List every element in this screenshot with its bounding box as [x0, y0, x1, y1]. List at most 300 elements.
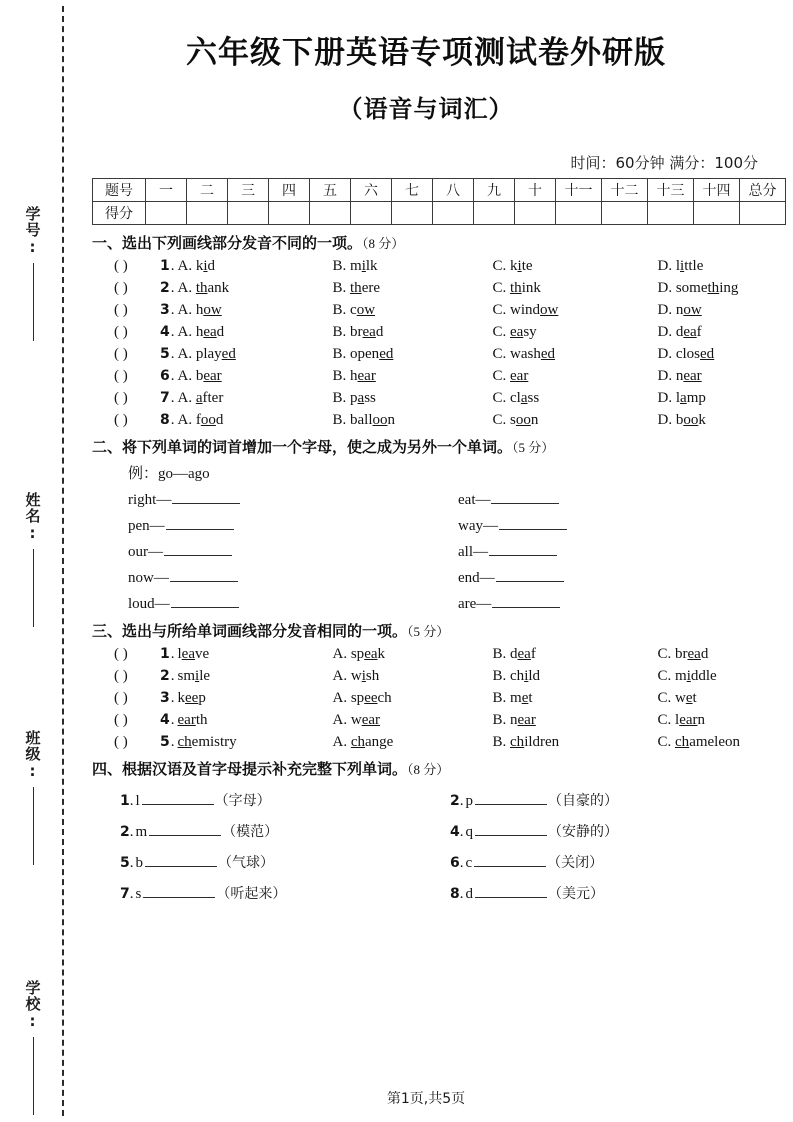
question-row — [92, 280, 760, 297]
answer-word: easy — [510, 323, 537, 340]
chinese-hint: （气球） — [218, 854, 274, 871]
underlined-phoneme: ed — [221, 345, 236, 362]
option-b[interactable]: B. children — [492, 733, 560, 750]
answer-word: children — [510, 733, 560, 750]
option-a[interactable]: A. thank — [177, 279, 230, 296]
underlined-phoneme: ed — [700, 345, 715, 362]
answer-blank[interactable] — [496, 568, 564, 582]
underlined-phoneme: a — [680, 389, 687, 406]
score-table-col-header: 十四 — [694, 178, 740, 201]
answer-bracket[interactable]: ( ) — [114, 389, 128, 406]
item-number: 5 — [120, 854, 130, 871]
first-letter-hint: c — [465, 854, 473, 871]
underlined-phoneme: ow — [203, 301, 222, 318]
score-table-col-header: 九 — [474, 178, 515, 201]
score-table-cell[interactable] — [556, 201, 602, 224]
underlined-phoneme: oo — [683, 411, 699, 428]
underlined-phoneme: ear — [517, 711, 536, 728]
margin-write-rule — [33, 787, 34, 865]
item-number-dot: . — [129, 885, 134, 902]
question-number: 6 — [160, 367, 170, 384]
option-c[interactable]: C. learn — [657, 711, 705, 728]
first-letter-hint: d — [465, 885, 473, 902]
option-d[interactable]: D. now — [657, 301, 702, 318]
score-table-col-header: 五 — [310, 178, 351, 201]
option-a[interactable]: A. played — [177, 345, 236, 362]
item-number-dot: . — [129, 823, 134, 840]
score-table-cell[interactable] — [433, 201, 474, 224]
item-number-dot: . — [459, 885, 464, 902]
answer-word: earth — [177, 711, 208, 728]
question-number-dot: . — [170, 389, 175, 406]
page-footer: 第1页,共5页 — [386, 1091, 466, 1107]
question-row — [92, 412, 760, 429]
exam-page — [92, 0, 777, 1122]
fill-in-row — [120, 821, 760, 841]
answer-word: child — [510, 667, 541, 684]
question-row — [92, 668, 760, 685]
chinese-hint: （听起来） — [216, 885, 287, 902]
option-d[interactable]: D. lamp — [657, 389, 706, 406]
question-row — [92, 734, 760, 751]
answer-blank[interactable] — [142, 791, 214, 805]
question-number-dot: . — [170, 733, 175, 750]
underlined-phoneme: oo — [515, 411, 531, 428]
answer-blank[interactable] — [145, 853, 217, 867]
answer-blank[interactable] — [475, 884, 547, 898]
first-letter-hint: q — [465, 823, 473, 840]
margin-field-student-id — [16, 206, 50, 341]
underlined-phoneme: th — [510, 279, 522, 296]
answer-word: chemistry — [177, 733, 237, 750]
score-table-cell[interactable] — [694, 201, 740, 224]
score-table-cell[interactable] — [392, 201, 433, 224]
score-table-col-header: 十一 — [556, 178, 602, 201]
question-row — [92, 346, 760, 363]
question-number-dot: . — [170, 279, 175, 296]
question-row — [92, 390, 760, 407]
first-letter-hint: m — [135, 823, 148, 840]
prompt-word: way— — [458, 517, 498, 534]
option-a[interactable]: A. after — [177, 389, 224, 406]
score-table-col-header: 二 — [187, 178, 228, 201]
underlined-phoneme: ea — [364, 645, 378, 662]
underlined-phoneme: th — [350, 279, 362, 296]
score-table-cell[interactable] — [187, 201, 228, 224]
question-number-dot: . — [170, 667, 175, 684]
underlined-phoneme: i — [524, 667, 529, 684]
underlined-phoneme: ea — [203, 323, 217, 340]
answer-bracket[interactable]: ( ) — [114, 733, 128, 750]
question-number-dot: . — [170, 367, 175, 384]
margin-field-name — [16, 492, 50, 627]
answer-word: book — [675, 411, 706, 428]
answer-word: opened — [350, 345, 394, 362]
question-number: 2 — [160, 667, 170, 684]
option-d[interactable]: D. deaf — [657, 323, 702, 340]
answer-word: kid — [195, 257, 216, 274]
fill-in-item — [120, 883, 450, 903]
option-c[interactable]: C. soon — [492, 411, 539, 428]
exam-section — [92, 758, 760, 903]
item-number: 2 — [120, 823, 130, 840]
option-a[interactable]: A. wish — [332, 667, 380, 684]
item-number-dot: . — [129, 792, 134, 809]
answer-word: near — [675, 367, 702, 384]
option-d[interactable]: D. near — [657, 367, 702, 384]
score-table-cell[interactable] — [474, 201, 515, 224]
answer-bracket[interactable]: ( ) — [114, 301, 128, 318]
section-heading: 三、选出与所给单词画线部分发音相同的一项。（5 分） — [92, 621, 450, 640]
margin-write-rule — [33, 549, 34, 627]
option-b[interactable]: B. opened — [332, 345, 394, 362]
answer-blank[interactable] — [171, 594, 239, 608]
margin-field-school — [16, 980, 50, 1115]
score-table-cell[interactable] — [602, 201, 648, 224]
word-pair-row — [128, 594, 760, 613]
option-b[interactable]: B. deaf — [492, 645, 536, 662]
answer-bracket[interactable]: ( ) — [114, 711, 128, 728]
first-letter-hint: l — [135, 792, 140, 809]
option-d[interactable]: D. closed — [657, 345, 715, 362]
answer-word: wet — [675, 689, 697, 706]
answer-word: played — [195, 345, 236, 362]
underlined-phoneme: oo — [372, 411, 388, 428]
question-row — [92, 712, 760, 729]
question-number: 1 — [160, 645, 170, 662]
answer-word: closed — [675, 345, 715, 362]
underlined-phoneme: a — [520, 389, 528, 406]
section-points: （8 分） — [407, 761, 450, 777]
answer-blank[interactable] — [499, 516, 567, 530]
question-stem-word — [178, 646, 333, 663]
answer-blank[interactable] — [170, 568, 238, 582]
answer-bracket[interactable]: ( ) — [114, 367, 128, 384]
score-table-cell[interactable] — [648, 201, 694, 224]
question-number: 4 — [160, 711, 170, 728]
answer-word: cow — [350, 301, 376, 318]
option-c[interactable]: C. class — [492, 389, 540, 406]
word-pair-item — [128, 490, 458, 509]
chinese-hint: （字母） — [214, 792, 271, 809]
option-b[interactable]: B. child — [492, 667, 541, 684]
item-number-dot: . — [459, 823, 464, 840]
word-pair-item — [128, 594, 458, 613]
underlined-phoneme: e — [685, 689, 693, 706]
answer-word: kite — [510, 257, 533, 274]
option-c[interactable]: C. washed — [492, 345, 556, 362]
answer-word: soon — [510, 411, 539, 428]
question-number: 5 — [160, 733, 170, 750]
answer-word: bread — [675, 645, 709, 662]
underlined-phoneme: ear — [510, 367, 529, 384]
answer-blank[interactable] — [172, 490, 240, 504]
answer-word: now — [675, 301, 702, 318]
question-number: 8 — [160, 411, 170, 428]
option-a[interactable]: A. speak — [332, 645, 386, 662]
prompt-word: pen— — [128, 517, 165, 534]
underlined-phoneme: ea — [517, 645, 531, 662]
answer-blank[interactable] — [166, 516, 234, 530]
first-letter-hint: b — [135, 854, 143, 871]
option-b[interactable]: B. milk — [332, 257, 378, 274]
underlined-phoneme: ee — [364, 689, 378, 706]
fill-in-item — [450, 790, 618, 810]
underlined-phoneme: ea — [510, 323, 524, 340]
question-row — [92, 646, 760, 663]
option-b[interactable]: B. there — [332, 279, 380, 296]
fill-in-item — [120, 821, 450, 841]
first-letter-hint: s — [135, 885, 142, 902]
underlined-phoneme: i — [203, 257, 208, 274]
option-d[interactable]: D. book — [657, 411, 706, 428]
answer-bracket[interactable]: ( ) — [114, 667, 128, 684]
underlined-phoneme: i — [195, 667, 200, 684]
question-number-dot: . — [170, 301, 175, 318]
answer-bracket[interactable]: ( ) — [114, 689, 128, 706]
question-number-dot: . — [170, 711, 175, 728]
answer-word: middle — [675, 667, 717, 684]
margin-label-name: 姓名: — [23, 492, 42, 543]
section-example: 例：go—ago — [128, 465, 210, 482]
chinese-hint: （自豪的） — [548, 792, 618, 809]
word-pair-row — [128, 490, 760, 509]
option-d[interactable]: D. little — [657, 257, 704, 274]
option-c[interactable]: C. window — [492, 301, 559, 318]
underlined-phoneme: ch — [177, 733, 192, 750]
underlined-phoneme: th — [707, 279, 720, 296]
margin-label-school: 学校: — [23, 980, 42, 1031]
underlined-phoneme: ea — [683, 323, 697, 340]
answer-word: wear — [350, 711, 380, 728]
underlined-phoneme: i — [686, 667, 691, 684]
margin-label-student-id: 学号: — [23, 206, 42, 257]
answer-word: bear — [195, 367, 222, 384]
answer-word: smile — [177, 667, 211, 684]
question-number: 5 — [160, 345, 170, 362]
fill-in-grid — [92, 790, 760, 903]
chinese-hint: （美元） — [548, 885, 604, 902]
underlined-phoneme: ee — [185, 689, 199, 706]
prompt-word: right— — [128, 491, 172, 508]
answer-word: deaf — [675, 323, 702, 340]
word-pair-grid — [92, 490, 760, 613]
answer-blank[interactable] — [164, 542, 232, 556]
score-table-rowhead: 题号 — [93, 178, 146, 201]
word-pair-item — [458, 490, 559, 509]
item-number-dot: . — [459, 854, 464, 871]
option-c[interactable]: C. kite — [492, 257, 533, 274]
margin-field-class — [16, 730, 50, 865]
exam-section — [92, 436, 760, 613]
fill-in-row — [120, 790, 760, 810]
answer-word: learn — [675, 711, 705, 728]
score-table-cell[interactable] — [146, 201, 187, 224]
answer-word — [510, 368, 528, 384]
option-c[interactable]: C. wet — [657, 689, 697, 706]
first-letter-hint: p — [465, 792, 473, 809]
prompt-word: are— — [458, 595, 492, 612]
score-table-col-header: 八 — [433, 178, 474, 201]
underlined-phoneme: a — [195, 389, 203, 406]
answer-word: met — [510, 689, 533, 706]
underlined-phoneme: i — [361, 257, 366, 274]
word-pair-item — [458, 568, 564, 587]
option-c[interactable]: C. easy — [492, 323, 537, 340]
answer-word: balloon — [350, 411, 396, 428]
word-pair-item — [128, 568, 458, 587]
answer-bracket[interactable]: ( ) — [114, 279, 128, 296]
underlined-phoneme: ea — [687, 645, 701, 662]
option-c[interactable]: C. chameleon — [657, 733, 740, 750]
question-row — [92, 368, 760, 385]
option-b[interactable]: B. cow — [332, 301, 376, 318]
answer-word: pass — [350, 389, 376, 406]
student-info-margin — [0, 0, 78, 1122]
answer-bracket[interactable]: ( ) — [114, 345, 128, 362]
word-pair-row — [128, 516, 760, 535]
score-table-col-header: 七 — [392, 178, 433, 201]
word-pair-row — [128, 542, 760, 561]
answer-bracket[interactable]: ( ) — [114, 411, 128, 428]
prompt-word: loud— — [128, 595, 170, 612]
answer-word: speech — [350, 689, 392, 706]
score-table-col-header: 六 — [351, 178, 392, 201]
answer-word: speak — [350, 645, 386, 662]
item-number: 4 — [450, 823, 460, 840]
score-table-col-header: 总分 — [740, 178, 786, 201]
answer-blank[interactable] — [143, 884, 215, 898]
answer-word: milk — [350, 257, 378, 274]
question-row — [92, 302, 760, 319]
answer-word: hear — [350, 367, 376, 384]
question-stem-word — [178, 668, 333, 685]
underlined-phoneme: ow — [683, 301, 702, 318]
underlined-phoneme: a — [357, 389, 365, 406]
option-c[interactable]: C. think — [492, 279, 541, 296]
answer-word: keep — [177, 689, 206, 706]
score-table-cell[interactable] — [351, 201, 392, 224]
fill-in-item — [120, 790, 450, 810]
answer-word: washed — [510, 345, 556, 362]
score-table-cell[interactable] — [310, 201, 351, 224]
margin-label-class: 班级: — [23, 730, 42, 781]
answer-blank[interactable] — [474, 853, 546, 867]
underlined-phoneme: ear — [361, 711, 380, 728]
option-a[interactable]: A. bear — [177, 367, 222, 384]
answer-blank[interactable] — [489, 542, 557, 556]
word-pair-row — [128, 568, 760, 587]
answer-blank[interactable] — [149, 822, 221, 836]
underlined-phoneme: ch — [510, 733, 525, 750]
score-table-row — [93, 178, 786, 201]
score-table-cell[interactable] — [269, 201, 310, 224]
item-number: 8 — [450, 885, 460, 902]
option-b[interactable]: B. met — [492, 689, 533, 706]
answer-blank[interactable] — [475, 822, 547, 836]
option-b[interactable]: B. balloon — [332, 411, 396, 428]
answer-word: wish — [350, 667, 380, 684]
answer-blank[interactable] — [491, 490, 559, 504]
cut-line — [62, 6, 64, 1116]
underlined-phoneme: i — [361, 667, 366, 684]
question-number-dot: . — [170, 411, 175, 428]
option-d[interactable]: D. something — [657, 279, 739, 296]
question-number-dot: . — [170, 257, 175, 274]
answer-word: little — [675, 257, 704, 274]
answer-bracket[interactable]: ( ) — [114, 323, 128, 340]
answer-blank[interactable] — [492, 594, 560, 608]
question-number-dot: . — [170, 689, 175, 706]
chinese-hint: （模范） — [222, 823, 279, 840]
option-a[interactable]: A. change — [332, 733, 394, 750]
section-points: （5 分） — [407, 623, 450, 639]
item-number: 2 — [450, 792, 460, 809]
margin-write-rule — [33, 1037, 34, 1115]
answer-word: deaf — [510, 645, 536, 662]
answer-word: head — [195, 323, 225, 340]
exam-meta: 时间：60分钟 满分：100分 — [570, 153, 758, 172]
option-b[interactable]: B. pass — [332, 389, 376, 406]
option-a[interactable]: A. speech — [332, 689, 392, 706]
option-c[interactable]: C. bread — [657, 645, 709, 662]
question-number: 1 — [160, 257, 170, 274]
underlined-phoneme: ch — [350, 733, 366, 750]
question-row — [92, 258, 760, 275]
fill-in-row — [120, 883, 760, 903]
section-points: （5 分） — [512, 439, 555, 455]
score-table-cell[interactable] — [228, 201, 269, 224]
underlined-phoneme: ow — [356, 301, 376, 318]
option-a[interactable]: A. how — [177, 301, 222, 318]
section-heading: 四、根据汉语及首字母提示补充完整下列单词。（8 分） — [92, 759, 450, 778]
fill-in-item — [450, 852, 603, 872]
answer-blank[interactable] — [475, 791, 547, 805]
score-table-row — [93, 201, 786, 224]
underlined-phoneme: ow — [540, 301, 559, 318]
prompt-word: all— — [458, 543, 488, 560]
answer-bracket[interactable]: ( ) — [114, 645, 128, 662]
option-b[interactable]: B. hear — [332, 367, 376, 384]
score-table-cell[interactable] — [515, 201, 556, 224]
item-number: 6 — [450, 854, 460, 871]
question-number: 3 — [160, 301, 170, 318]
option-b[interactable]: B. bread — [332, 323, 384, 340]
answer-word: thank — [195, 279, 230, 296]
score-table-col-header: 一 — [146, 178, 187, 201]
option-b[interactable]: B. near — [492, 711, 536, 728]
underlined-phoneme: e — [521, 689, 529, 706]
page-title: 六年级下册英语专项测试卷外研版 — [186, 35, 666, 71]
option-a[interactable]: A. kid — [177, 257, 216, 274]
option-a[interactable]: A. food — [177, 411, 224, 428]
chinese-hint: （关闭） — [547, 854, 604, 871]
score-table-col-header: 十二 — [602, 178, 648, 201]
answer-bracket[interactable]: ( ) — [114, 257, 128, 274]
question-number: 4 — [160, 323, 170, 340]
option-a[interactable]: A. head — [177, 323, 225, 340]
option-c[interactable]: C. middle — [657, 667, 717, 684]
fill-in-item — [450, 821, 618, 841]
option-c[interactable]: C. ear — [492, 367, 529, 384]
option-a[interactable]: A. wear — [332, 711, 380, 728]
item-number-dot: . — [129, 854, 134, 871]
underlined-phoneme: ear — [177, 711, 196, 728]
answer-word: there — [350, 279, 380, 296]
section-points: （8 分） — [362, 235, 405, 251]
answer-word: food — [195, 411, 224, 428]
score-table-cell[interactable] — [740, 201, 786, 224]
